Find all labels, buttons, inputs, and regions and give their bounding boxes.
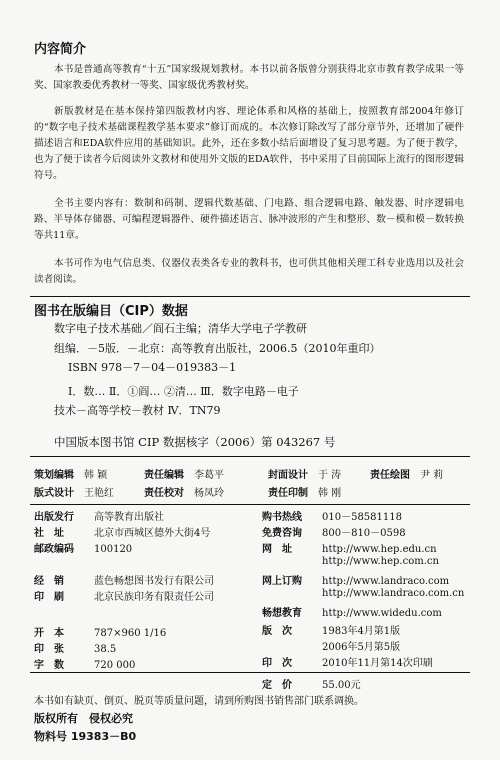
intro-paragraph-2: 新版教材是在基本保持第四版教材内容、理论体系和风格的基础上，按照教育部2004年修订的“数字电子技术基础课程教学基本要求”修订而成的。本次修订除改写了部分章节外，还增加了硬件描述语言和EDA软件应用的基础知识。此外，还在多数小结后面增设了复习思考题。为了便于教学，也为了便于读者今后阅读外文教材和使用外文版的EDA软件，书中采用了目前国际上流行的图形逻辑符号。 xyxy=(34,106,464,181)
field-label: 畅想教育 xyxy=(262,608,302,619)
order-link[interactable]: http://www.landraco.com.cn xyxy=(322,588,465,599)
cip-line-5: 技术－高等学校－教材 Ⅳ．TN79 xyxy=(54,404,221,417)
field-value: 1983年4月第1版 xyxy=(322,626,401,637)
cip-title: 图书在版编目（CIP）数据 xyxy=(34,304,188,319)
staff-label: 封面设计 xyxy=(268,470,308,481)
field-label: 邮政编码 xyxy=(34,544,74,555)
staff-label: 责任绘图 xyxy=(370,470,410,481)
staff-value: 王艳红 xyxy=(84,488,114,499)
staff-label: 策划编辑 xyxy=(34,470,74,481)
divider xyxy=(30,296,470,297)
website-link[interactable]: http://www.hep.com.cn xyxy=(322,556,439,567)
staff-planning xyxy=(34,466,107,481)
field-label: 免费咨询 xyxy=(262,528,302,539)
field-value: 蓝色畅想图书发行有限公司 xyxy=(94,576,214,587)
field-label: 印 张 xyxy=(34,644,64,655)
order-link[interactable]: http://www.landraco.com xyxy=(322,576,450,587)
sheets-row xyxy=(34,640,116,655)
cip-isbn: ISBN 978－7－04－019383－1 xyxy=(68,361,237,374)
hotline-row xyxy=(262,508,402,523)
field-label: 版 次 xyxy=(262,626,292,637)
printer-row xyxy=(34,588,214,603)
website-row xyxy=(262,540,437,555)
widedu-row xyxy=(262,604,442,619)
divider xyxy=(30,456,470,457)
field-label: 社 址 xyxy=(34,528,64,539)
cip-line-1: 数字电子技术基础／阎石主编；清华大学电子学教研 xyxy=(54,322,307,335)
cip-check-number: 中国版本图书馆 CIP 数据核字（2006）第 043267 号 xyxy=(54,435,336,449)
field-label: 网上订购 xyxy=(262,576,302,587)
staff-label: 版式设计 xyxy=(34,488,74,499)
field-label: 开 本 xyxy=(34,628,64,639)
edition-row-2 xyxy=(262,638,400,653)
field-label: 经 销 xyxy=(34,576,64,587)
free-consult-row xyxy=(262,524,406,539)
staff-label: 责任印制 xyxy=(268,488,308,499)
intro-paragraph-4: 本书可作为电气信息类、仪器仪表类各专业的教科书，也可供其他相关理工科专业选用以及社会读者阅读。 xyxy=(34,258,464,285)
cip-line-4: Ⅰ．数… Ⅱ．①阎… ②清… Ⅲ．数字电路－电子 xyxy=(68,385,299,398)
field-value: 北京民族印务有限责任公司 xyxy=(94,592,214,603)
field-value: 720 000 xyxy=(94,660,136,671)
staff-drawing xyxy=(370,466,443,481)
field-value: 38.5 xyxy=(94,644,117,655)
staff-print xyxy=(268,484,341,499)
field-label: 字 数 xyxy=(34,660,64,671)
format-row xyxy=(34,624,166,639)
material-code: 物料号 19383－B0 xyxy=(34,730,137,743)
field-value: 高等教育出版社 xyxy=(94,512,164,523)
field-value: 800－810－0598 xyxy=(322,528,406,539)
field-value: 010－58581118 xyxy=(322,512,402,523)
website-row-2 xyxy=(262,556,439,567)
words-row xyxy=(34,656,135,671)
field-label: 印 刷 xyxy=(34,592,64,603)
field-value: 2010年11月第14次印刷 xyxy=(322,658,433,669)
staff-label: 责任编辑 xyxy=(144,470,184,481)
field-label: 出版发行 xyxy=(34,512,74,523)
field-label: 印 次 xyxy=(262,658,292,669)
staff-value: 尹 莉 xyxy=(420,470,444,481)
field-label: 网 址 xyxy=(262,544,292,555)
field-value: 100120 xyxy=(94,544,133,555)
staff-value: 李葛平 xyxy=(194,470,224,481)
field-value: 北京市西城区德外大街4号 xyxy=(94,528,211,539)
copyright-notice: 版权所有 侵权必究 xyxy=(34,712,133,725)
staff-value: 杨凤玲 xyxy=(194,488,224,499)
quality-notice: 本书如有缺页、倒页、脱页等质量问题，请到所购图书销售部门联系调换。 xyxy=(34,696,364,707)
field-value: 2006年5月第5版 xyxy=(322,642,401,653)
staff-label: 责任校对 xyxy=(144,488,184,499)
website-link[interactable]: http://www.hep.edu.cn xyxy=(322,544,437,555)
divider xyxy=(30,504,470,505)
intro-title: 内容简介 xyxy=(34,42,87,57)
staff-editor xyxy=(144,466,224,481)
field-value: 787×960 1/16 xyxy=(94,628,167,639)
impression-row xyxy=(262,654,433,669)
cip-line-2: 组编．－5版．－北京：高等教育出版社，2006.5（2010年重印） xyxy=(54,342,381,355)
divider xyxy=(30,672,470,673)
address-row xyxy=(34,524,210,539)
widedu-link[interactable]: http://www.widedu.com xyxy=(322,608,442,619)
intro-paragraph-1: 本书是普通高等教育“十五”国家级规划教材。本书以前各版曾分别获得北京市教育教学成果一等奖、国家教委优秀教材一等奖、国家级优秀教材奖。 xyxy=(34,64,464,91)
field-label: 购书热线 xyxy=(262,512,302,523)
postcode-row xyxy=(34,540,132,555)
staff-value: 韩 颖 xyxy=(84,470,108,481)
staff-value: 韩 刚 xyxy=(318,488,342,499)
order-row-2 xyxy=(262,588,464,599)
staff-layout xyxy=(34,484,114,499)
distributor-row xyxy=(34,572,214,587)
edition-row xyxy=(262,622,400,637)
staff-proof xyxy=(144,484,224,499)
staff-cover xyxy=(268,466,341,481)
price-row xyxy=(262,676,361,691)
publisher-row xyxy=(34,508,164,523)
order-row xyxy=(262,572,449,587)
field-label: 定 价 xyxy=(262,680,292,691)
intro-paragraph-3: 全书主要内容有：数制和码制、逻辑代数基础、门电路、组合逻辑电路、触发器、时序逻辑电路、半导体存储器、可编程逻辑器件、硬件描述语言、脉冲波形的产生和整形、数－模和模－数转换等共11章。 xyxy=(34,198,464,241)
field-value: 55.00元 xyxy=(322,680,361,691)
staff-value: 于 涛 xyxy=(318,470,342,481)
